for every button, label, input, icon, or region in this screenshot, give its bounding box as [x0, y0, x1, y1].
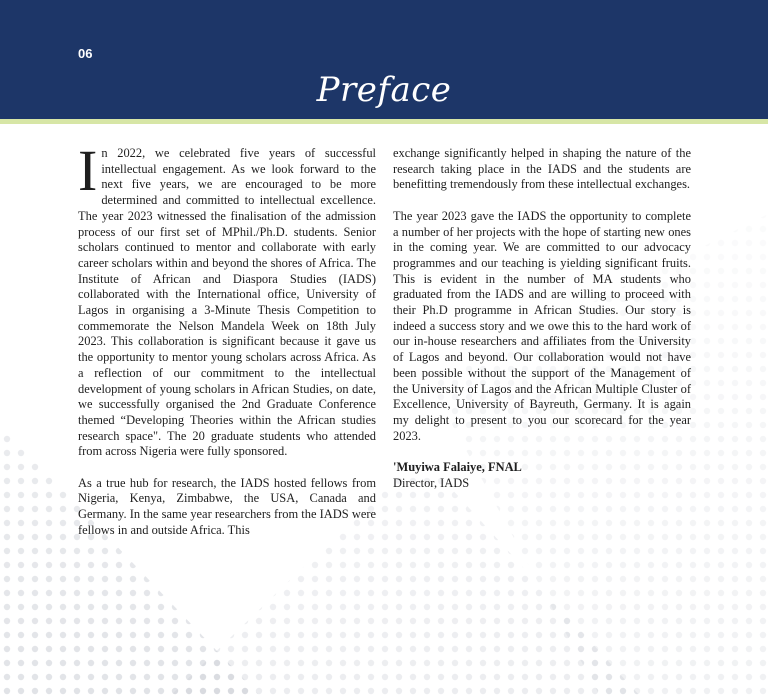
left-column — [78, 138, 376, 554]
signature-title: Director, IADS — [393, 475, 470, 490]
exchange-paragraph: exchange significantly helped in shaping the nature of the research taking place in the IADS and the students are benefitting tremendously from these intellectual exchanges. — [393, 146, 691, 192]
projects-paragraph: The year 2023 gave the IADS the opportunity to complete a number of her projects with the hope of starting new ones in the coming year. We are committed to our advocacy programmes and our teaching is yielding significant fruits. This is evident in the number of MA students who graduated from the IADS and are willing to proceed with their Ph.D programme in African Studies. Our story is indeed a success story and we owe this to the hard work of our in-house researchers and affiliates from the University of Lagos and beyond. Our collaboration would not have been possible without the support of the Management of the University of Lagos and the African Multiple Cluster of Excellence, University of Bayreuth, Germany. It is again my delight to present to you our scorecard for the year 2023. — [393, 208, 691, 443]
drop-cap: I — [78, 138, 98, 203]
signature-name: 'Muyiwa Falaiye, FNAL — [393, 460, 522, 475]
page-number: 06 — [78, 46, 93, 61]
right-column — [393, 146, 691, 491]
intro-paragraph — [78, 138, 376, 460]
intro-paragraph-text: n 2022, we celebrated five years of successful intellectual engagement. As we look forward to the next five years, we are encouraged to be more determined and committed to intellectual excellence. The year 2023 witnessed the finalisation of the admission process of our first set of MPhil./Ph.D. students. Senior scholars continued to mentor and collaborate with early career scholars within and beyond the shores of Africa. The Institute of African and Diaspora Studies (IADS) collaborated with the International office, University of Lagos in organising a 3-Minute Thesis Competition to commemorate the Nelson Mandela Week on 18th July 2023. This collaboration is significant because it gave us the opportunity to mentor young scholars across Africa. As a reflection of our commitment to the intellectual development of young scholars in African Studies, on date, we successfully organised the 2nd Graduate Conference themed “Developing Theories within the African studies research space". The 20 graduate students who attended from across Nigeria were fully sponsored. — [78, 146, 376, 459]
header-banner — [0, 0, 768, 119]
research-hub-paragraph: As a true hub for research, the IADS hosted fellows from Nigeria, Kenya, Zimbabwe, the USA, Canada and Germany. In the same year researchers from the IADS were fellows in and outside Africa. This — [78, 475, 376, 537]
page-title: Preface — [316, 70, 452, 110]
signature-block — [393, 460, 691, 491]
